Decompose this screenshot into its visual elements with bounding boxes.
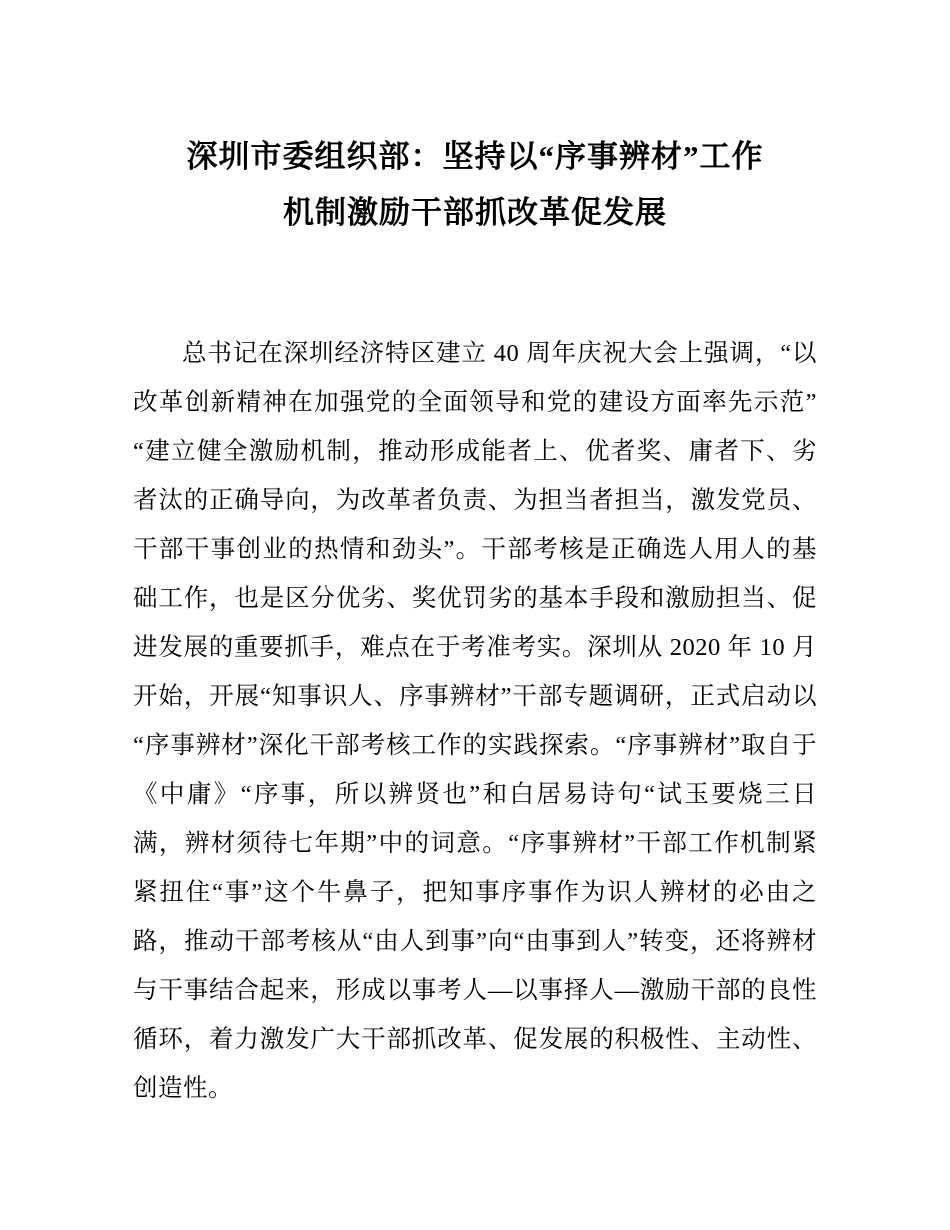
document-title-line-2: 机制激励干部抓改革促发展: [283, 194, 667, 230]
body-paragraph: 总书记在深圳经济特区建立 40 周年庆祝大会上强调，“以改革创新精神在加强党的全面领导和党的建设方面率先示范”“建立健全激励机制，推动形成能者上、优者奖、庸者下、劣者汰的正确导向，为改革者负责、为担当者担当，激发党员、干部干事创业的热情和劲头”。干部考核是正确选人用人的基础工作，也是区分优劣、奖优罚劣的基本手段和激励担当、促进发展的重要抓手，难点在于考准考实。深圳从 2020 年 10 月开始，开展“知事识人、序事辨材”干部专题调研，正式启动以“序事辨材”深化干部考核工作的实践探索。“序事辨材”取自于《中庸》“序事，所以辨贤也”和白居易诗句“试玉要烧三日满，辨材须待七年期”中的词意。“序事辨材”干部工作机制紧紧扭住“事”这个牛鼻子，把知事序事作为识人辨材的必由之路，推动干部考核从“由人到事”向“由事到人”转变，还将辨材与干事结合起来，形成以事考人—以事择人—激励干部的良性循环，着力激发广大干部抓改革、促发展的积极性、主动性、创造性。: [133, 339, 817, 1102]
document-title: [133, 129, 817, 241]
document-title-line-1: 深圳市委组织部：坚持以“序事辨材”工作: [186, 138, 764, 174]
document-body: [133, 329, 817, 1113]
